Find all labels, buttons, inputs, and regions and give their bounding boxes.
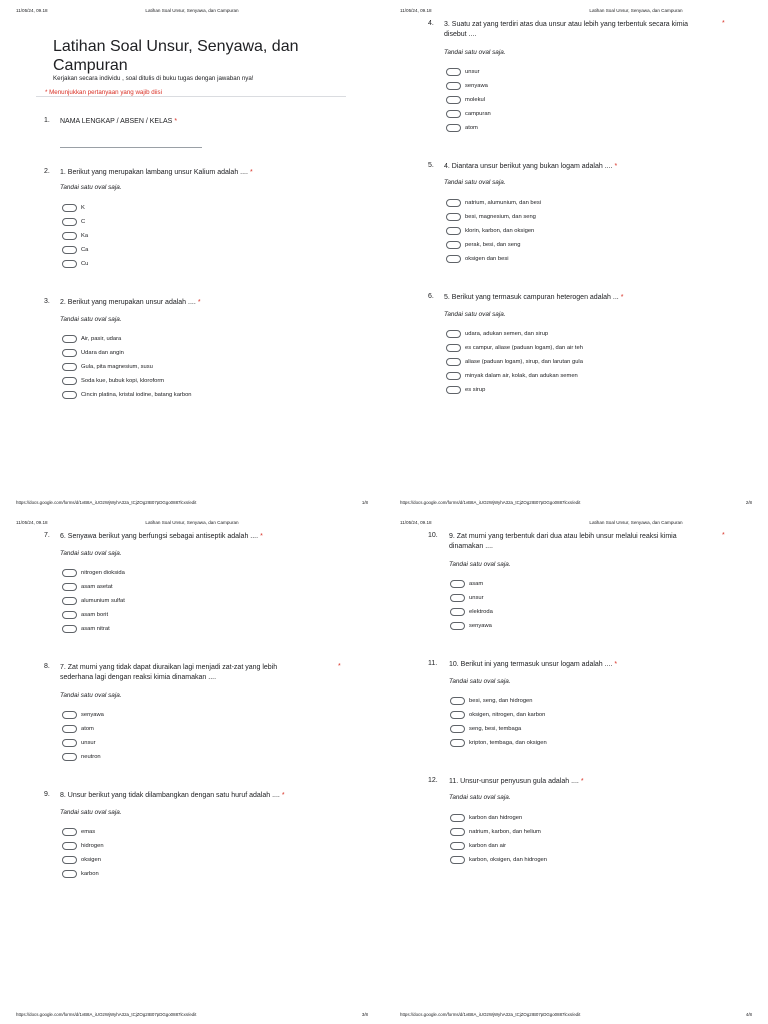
radio-oval[interactable] bbox=[62, 335, 77, 343]
print-datetime: 11/05/24, 09.18 bbox=[16, 8, 48, 13]
radio-option[interactable]: asam borit bbox=[62, 608, 125, 622]
question-number: 7. bbox=[44, 532, 50, 539]
radio-option[interactable]: Air, pasir, udara bbox=[62, 332, 192, 346]
page-url: https://docs.google.com/forms/d/1vB8A_iUO2WjWyhA32a_tCjZOg2IB07pDGgo0887lcxs/edit bbox=[400, 500, 581, 505]
radio-oval[interactable] bbox=[446, 227, 461, 235]
option-list bbox=[62, 332, 192, 402]
radio-option[interactable]: asam bbox=[450, 577, 493, 591]
question-text: 6. Senyawa berikut yang berfungsi sebagai antiseptik adalah .... * bbox=[60, 533, 263, 540]
radio-option[interactable]: senyawa bbox=[62, 708, 104, 722]
radio-option[interactable]: perak, besi, dan seng bbox=[446, 238, 541, 252]
radio-option[interactable]: neutron bbox=[62, 750, 104, 764]
radio-option[interactable]: Ka bbox=[62, 229, 88, 243]
radio-option[interactable]: Gula, pita magnesium, susu bbox=[62, 360, 192, 374]
radio-oval[interactable] bbox=[450, 842, 465, 850]
question-text: 4. Diantara unsur berikut yang bukan logam adalah .... * bbox=[444, 163, 618, 170]
option-list bbox=[62, 708, 104, 764]
radio-option[interactable]: Cu bbox=[62, 257, 88, 271]
radio-option[interactable]: emas bbox=[62, 825, 104, 839]
radio-option[interactable]: campuran bbox=[446, 107, 491, 121]
page-4 bbox=[384, 512, 768, 1024]
option-list bbox=[450, 694, 547, 750]
radio-oval[interactable] bbox=[62, 753, 77, 761]
short-answer-input[interactable] bbox=[60, 147, 202, 148]
radio-option[interactable]: unsur bbox=[450, 591, 493, 605]
radio-oval[interactable] bbox=[62, 870, 77, 878]
print-title: Latihan Soal Unsur, Senyawa, dan Campuran bbox=[589, 520, 683, 525]
radio-oval[interactable] bbox=[62, 391, 77, 399]
page-url: https://docs.google.com/forms/d/1vB8A_iUO2WjWyhA32a_tCjZOg2IB07pDGgo0887lcxs/edit bbox=[400, 1012, 581, 1017]
page-2 bbox=[384, 0, 768, 512]
radio-option[interactable]: elektroda bbox=[450, 605, 493, 619]
radio-oval[interactable] bbox=[62, 246, 77, 254]
question-number: 12. bbox=[428, 777, 438, 784]
radio-oval[interactable] bbox=[62, 842, 77, 850]
radio-option[interactable]: K bbox=[62, 201, 88, 215]
radio-option[interactable]: atom bbox=[446, 121, 491, 135]
radio-option[interactable]: kripton, tembaga, dan oksigen bbox=[450, 736, 547, 750]
page-3 bbox=[0, 512, 384, 1024]
form-description: Kerjakan secara individu , soal ditulis di buku tugas dengan jawaban nya! bbox=[53, 75, 254, 82]
required-note: * Menunjukkan pertanyaan yang wajib diisi bbox=[45, 89, 162, 96]
radio-option[interactable]: oksigen dan besi bbox=[446, 252, 541, 266]
question-hint: Tandai satu oval saja. bbox=[60, 809, 122, 816]
radio-oval[interactable] bbox=[450, 725, 465, 733]
radio-option[interactable]: oksigen bbox=[62, 853, 104, 867]
radio-oval[interactable] bbox=[450, 580, 465, 588]
radio-option[interactable]: atom bbox=[62, 722, 104, 736]
radio-oval[interactable] bbox=[62, 739, 77, 747]
radio-option[interactable]: klorin, karbon, dan oksigen bbox=[446, 224, 541, 238]
radio-oval[interactable] bbox=[446, 372, 461, 380]
required-star: * bbox=[722, 20, 725, 27]
radio-option[interactable]: karbon, oksigen, dan hidrogen bbox=[450, 853, 547, 867]
radio-oval[interactable] bbox=[450, 828, 465, 836]
option-list bbox=[450, 577, 493, 633]
radio-oval[interactable] bbox=[62, 856, 77, 864]
radio-option[interactable]: asam nitrat bbox=[62, 622, 125, 636]
question-text: 9. Zat murni yang terbentuk dari dua atau lebih unsur melalui reaksi kimia dinamakan .... bbox=[449, 533, 677, 550]
radio-oval[interactable] bbox=[62, 218, 77, 226]
radio-option[interactable]: natrium, karbon, dan helium bbox=[450, 825, 547, 839]
required-star: * bbox=[722, 532, 725, 539]
page-url: https://docs.google.com/forms/d/1vB8A_iUO2WjWyhA32a_tCjZOg2IB07pDGgo0887lcxs/edit bbox=[16, 500, 197, 505]
radio-option[interactable]: es sirup bbox=[446, 383, 583, 397]
radio-oval[interactable] bbox=[446, 110, 461, 118]
radio-option[interactable]: C bbox=[62, 215, 88, 229]
question-hint: Tandai satu oval saja. bbox=[60, 550, 122, 557]
required-star: * bbox=[338, 663, 341, 670]
radio-oval[interactable] bbox=[450, 856, 465, 864]
question-text: 7. Zat murni yang tidak dapat diuraikan lagi menjadi zat-zat yang lebih sederhana lagi dengan reaksi kimia dinamakan .... bbox=[60, 664, 278, 681]
question-text: 2. Berikut yang merupakan unsur adalah .... * bbox=[60, 299, 201, 306]
question-hint: Tandai satu oval saja. bbox=[444, 49, 506, 56]
option-list bbox=[446, 196, 541, 266]
print-title: Latihan Soal Unsur, Senyawa, dan Campuran bbox=[145, 520, 239, 525]
question-hint: Tandai satu oval saja. bbox=[449, 794, 511, 801]
question-text: 5. Berikut yang termasuk campuran heterogen adalah ... * bbox=[444, 294, 624, 301]
radio-oval[interactable] bbox=[446, 124, 461, 132]
option-list bbox=[62, 566, 125, 636]
radio-oval[interactable] bbox=[62, 569, 77, 577]
option-list bbox=[446, 65, 491, 135]
radio-oval[interactable] bbox=[450, 594, 465, 602]
radio-option[interactable]: nitrogen dioksida bbox=[62, 566, 125, 580]
question-number: 8. bbox=[44, 663, 50, 670]
page-number: 2/8 bbox=[745, 500, 752, 505]
radio-oval[interactable] bbox=[446, 358, 461, 366]
radio-oval[interactable] bbox=[62, 349, 77, 357]
question-number: 6. bbox=[428, 293, 434, 300]
print-datetime: 11/05/24, 09.18 bbox=[400, 8, 432, 13]
radio-oval[interactable] bbox=[62, 828, 77, 836]
radio-option[interactable]: udara, adukan semen, dan sirup bbox=[446, 327, 583, 341]
radio-option[interactable]: hidrogen bbox=[62, 839, 104, 853]
radio-oval[interactable] bbox=[446, 199, 461, 207]
question-text: 8. Unsur berikut yang tidak dilambangkan dengan satu huruf adalah .... * bbox=[60, 792, 285, 799]
page-number: 3/8 bbox=[361, 1012, 368, 1017]
radio-option[interactable]: molekul bbox=[446, 93, 491, 107]
print-title: Latihan Soal Unsur, Senyawa, dan Campuran bbox=[589, 8, 683, 13]
radio-option[interactable]: alumunium sulfat bbox=[62, 594, 125, 608]
radio-oval[interactable] bbox=[450, 608, 465, 616]
radio-oval[interactable] bbox=[450, 739, 465, 747]
radio-option[interactable]: seng, besi, tembaga bbox=[450, 722, 547, 736]
question-text: 10. Berikut ini yang termasuk unsur logam adalah .... * bbox=[449, 661, 618, 668]
radio-oval[interactable] bbox=[446, 96, 461, 104]
radio-oval[interactable] bbox=[62, 204, 77, 212]
radio-option[interactable]: unsur bbox=[62, 736, 104, 750]
radio-oval[interactable] bbox=[62, 377, 77, 385]
form-title: Latihan Soal Unsur, Senyawa, dan Campuran bbox=[53, 38, 299, 74]
radio-oval[interactable] bbox=[62, 725, 77, 733]
radio-option[interactable]: asam asetat bbox=[62, 580, 125, 594]
radio-oval[interactable] bbox=[450, 814, 465, 822]
question-number: 5. bbox=[428, 162, 434, 169]
radio-oval[interactable] bbox=[62, 363, 77, 371]
option-list bbox=[62, 825, 104, 881]
option-list bbox=[62, 201, 88, 271]
radio-option[interactable]: Soda kue, bubuk kopi, kloroform bbox=[62, 374, 192, 388]
radio-oval[interactable] bbox=[450, 711, 465, 719]
radio-option[interactable]: besi, magnesium, dan seng bbox=[446, 210, 541, 224]
question-number: 3. bbox=[44, 298, 50, 305]
radio-oval[interactable] bbox=[62, 583, 77, 591]
question-text: 1. Berikut yang merupakan lambang unsur Kalium adalah .... * bbox=[60, 169, 253, 176]
question-hint: Tandai satu oval saja. bbox=[444, 311, 506, 318]
print-datetime: 11/05/24, 09.18 bbox=[16, 520, 48, 525]
radio-option[interactable]: senyawa bbox=[450, 619, 493, 633]
question-hint: Tandai satu oval saja. bbox=[60, 692, 122, 699]
radio-option[interactable]: es campur, aliase (paduan logam), dan air teh bbox=[446, 341, 583, 355]
question-number: 2. bbox=[44, 168, 50, 175]
option-list bbox=[450, 811, 547, 867]
option-list bbox=[446, 327, 583, 397]
page-1 bbox=[0, 0, 384, 512]
radio-option[interactable]: Ca bbox=[62, 243, 88, 257]
radio-option[interactable]: karbon dan hidrogen bbox=[450, 811, 547, 825]
radio-oval[interactable] bbox=[446, 82, 461, 90]
radio-oval[interactable] bbox=[446, 241, 461, 249]
question-text: NAMA LENGKAP / ABSEN / KELAS * bbox=[60, 118, 178, 125]
question-number: 4. bbox=[428, 20, 434, 27]
radio-option[interactable]: aliase (paduan logam), sirup, dan larutan gula bbox=[446, 355, 583, 369]
radio-oval[interactable] bbox=[446, 330, 461, 338]
radio-oval[interactable] bbox=[62, 597, 77, 605]
radio-option[interactable]: senyawa bbox=[446, 79, 491, 93]
print-datetime: 11/05/24, 09.18 bbox=[400, 520, 432, 525]
radio-option[interactable]: minyak dalam air, kolak, dan adukan semen bbox=[446, 369, 583, 383]
radio-oval[interactable] bbox=[62, 625, 77, 633]
page-number: 4/8 bbox=[745, 1012, 752, 1017]
radio-oval[interactable] bbox=[446, 68, 461, 76]
print-title: Latihan Soal Unsur, Senyawa, dan Campuran bbox=[145, 8, 239, 13]
page-url: https://docs.google.com/forms/d/1vB8A_iUO2WjWyhA32a_tCjZOg2IB07pDGgo0887lcxs/edit bbox=[16, 1012, 197, 1017]
radio-oval[interactable] bbox=[446, 386, 461, 394]
question-hint: Tandai satu oval saja. bbox=[60, 184, 122, 191]
radio-oval[interactable] bbox=[446, 255, 461, 263]
page-number: 1/8 bbox=[361, 500, 368, 505]
question-number: 10. bbox=[428, 532, 438, 539]
radio-oval[interactable] bbox=[446, 213, 461, 221]
radio-option[interactable]: Cincin platina, kristal iodine, batang karbon bbox=[62, 388, 192, 402]
question-number: 9. bbox=[44, 791, 50, 798]
question-number: 11. bbox=[428, 660, 438, 667]
question-text: 11. Unsur-unsur penyusun gula adalah .... * bbox=[449, 778, 584, 785]
question-number: 1. bbox=[44, 117, 50, 124]
radio-option[interactable]: Udara dan angin bbox=[62, 346, 192, 360]
radio-oval[interactable] bbox=[446, 344, 461, 352]
question-hint: Tandai satu oval saja. bbox=[444, 179, 506, 186]
radio-oval[interactable] bbox=[62, 711, 77, 719]
radio-oval[interactable] bbox=[450, 697, 465, 705]
radio-option[interactable]: karbon bbox=[62, 867, 104, 881]
radio-oval[interactable] bbox=[62, 611, 77, 619]
radio-oval[interactable] bbox=[62, 232, 77, 240]
question-text: 3. Suatu zat yang terdiri atas dua unsur atau lebih yang terbentuk secara kimia disebut .... bbox=[444, 21, 688, 38]
divider bbox=[36, 96, 346, 97]
radio-option[interactable]: natrium, alumunium, dan besi bbox=[446, 196, 541, 210]
radio-option[interactable]: besi, seng, dan hidrogen bbox=[450, 694, 547, 708]
radio-oval[interactable] bbox=[62, 260, 77, 268]
question-hint: Tandai satu oval saja. bbox=[449, 561, 511, 568]
question-hint: Tandai satu oval saja. bbox=[60, 316, 122, 323]
radio-option[interactable]: oksigen, nitrogen, dan karbon bbox=[450, 708, 547, 722]
radio-oval[interactable] bbox=[450, 622, 465, 630]
radio-option[interactable]: karbon dan air bbox=[450, 839, 547, 853]
question-hint: Tandai satu oval saja. bbox=[449, 678, 511, 685]
radio-option[interactable]: unsur bbox=[446, 65, 491, 79]
